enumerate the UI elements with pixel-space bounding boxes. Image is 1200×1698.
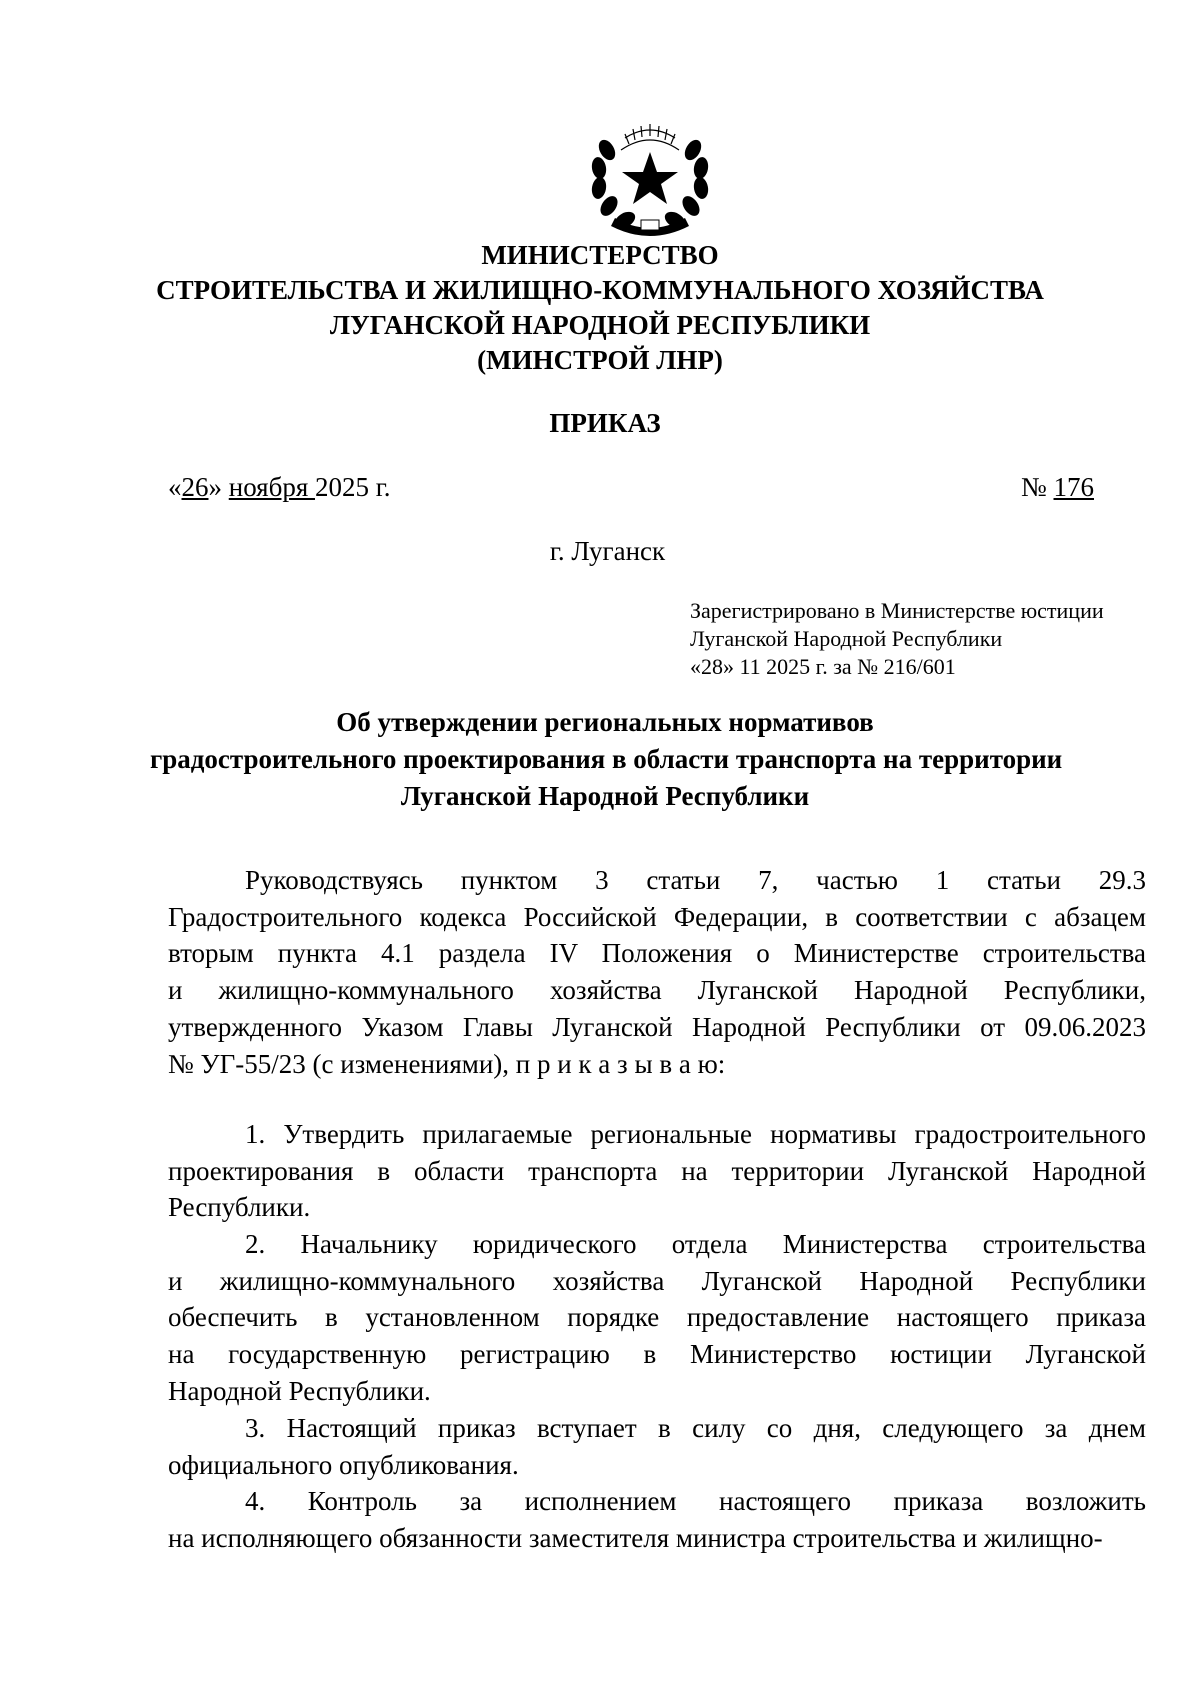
order-number-prefix: № (1020, 472, 1054, 502)
order-date (168, 470, 391, 505)
order-number (1021, 470, 1094, 505)
order-subject (150, 704, 1063, 815)
subject-line-2: градостроительного проектирования в области транспорта на территории (150, 744, 1063, 774)
order-item-3 (168, 1410, 1146, 1483)
item-line: официального опубликования. (168, 1449, 519, 1480)
preamble-line: утвержденного Указом Главы Луганской Народной Республики от 09.06.2023 (168, 1011, 1146, 1042)
order-city: г. Луганск (549, 536, 666, 566)
item-line: Республики. (168, 1192, 311, 1223)
date-day: 26 (181, 472, 209, 502)
registration-line-1: Зарегистрировано в Министерстве юстиции (690, 598, 1104, 623)
subject-line-1: Об утверждении региональных нормативов (336, 707, 874, 737)
item-line: 3. Настоящий приказ вступает в силу со дня, следующего за днем (245, 1413, 1146, 1443)
order-item-1 (168, 1116, 1146, 1226)
preamble-line: № УГ-55/23 (с изменениями), п р и к а з ы в а ю: (168, 1048, 726, 1079)
registration-line-3: «28» 11 2025 г. за № 216/601 (690, 654, 956, 679)
ministry-header-line-2: СТРОИТЕЛЬСТВА И ЖИЛИЩНО-КОММУНАЛЬНОГО ХОЗЯЙСТВА (156, 275, 1044, 305)
preamble-line: и жилищно-коммунального хозяйства Луганской Народной Республики, (168, 975, 1146, 1006)
ministry-header-line-3: ЛУГАНСКОЙ НАРОДНОЙ РЕСПУБЛИКИ (329, 310, 871, 340)
order-title: ПРИКАЗ (549, 408, 661, 438)
ministry-header-line-4: (МИНСТРОЙ ЛНР) (477, 345, 723, 375)
date-year: 2025 г. (315, 472, 391, 502)
ministry-header-line-1: МИНИСТЕРСТВО (481, 240, 719, 270)
order-item-4 (168, 1483, 1146, 1556)
item-line: и жилищно-коммунального хозяйства Луганской Народной Республики (168, 1265, 1146, 1296)
item-line: на исполняющего обязанности заместителя министра строительства и жилищно- (168, 1522, 1103, 1553)
item-line: Народной Республики. (168, 1375, 431, 1406)
date-open-quote: « (168, 472, 182, 502)
preamble-paragraph (168, 862, 1146, 1082)
order-item-2 (168, 1226, 1146, 1410)
preamble-line: Градостроительного кодекса Российской Федерации, в соответствии с абзацем (168, 901, 1146, 932)
coat-of-arms-emblem (585, 120, 715, 240)
item-line: проектирования в области транспорта на территории Луганской Народной (168, 1155, 1146, 1186)
coat-of-arms-icon (585, 120, 715, 240)
subject-line-3: Луганской Народной Республики (400, 781, 810, 811)
item-line: обеспечить в установленном порядке предоставление настоящего приказа (168, 1302, 1146, 1333)
date-month: ноября (228, 472, 316, 502)
item-line: 1. Утвердить прилагаемые региональные нормативы градостроительного (245, 1119, 1146, 1149)
item-line: на государственную регистрацию в Министерство юстиции Луганской (168, 1339, 1146, 1370)
date-close-quote: » (208, 472, 229, 502)
preamble-line: вторым пункта 4.1 раздела IV Положения о Министерстве строительства (168, 938, 1146, 969)
registration-note (690, 597, 1104, 681)
item-line: 2. Начальнику юридического отдела Министерства строительства (245, 1229, 1146, 1259)
ministry-header (150, 238, 1050, 378)
item-line: 4. Контроль за исполнением настоящего приказа возложить (245, 1486, 1146, 1516)
registration-line-2: Луганской Народной Республики (690, 626, 1003, 651)
preamble-line: Руководствуясь пунктом 3 статьи 7, частью 1 статьи 29.3 (245, 865, 1146, 895)
order-number-value: 176 (1053, 472, 1094, 502)
